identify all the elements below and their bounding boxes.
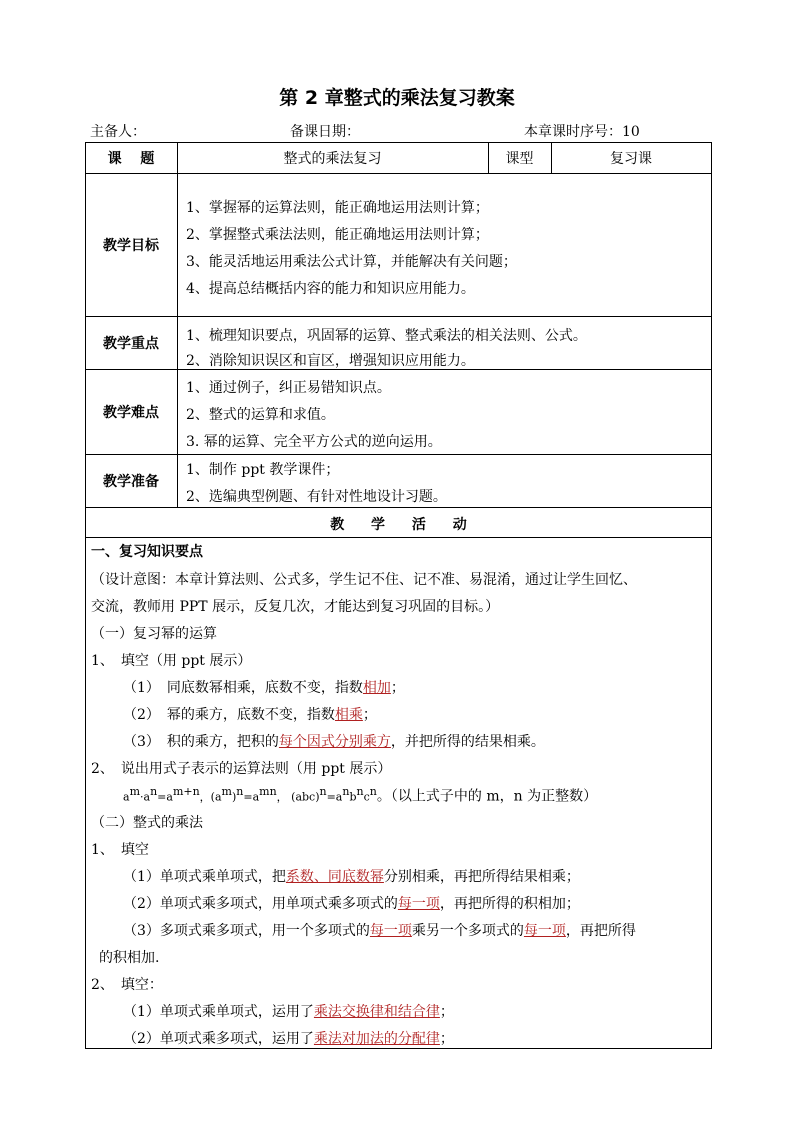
fill-blank-line	[123, 920, 636, 940]
formula-exp: mn	[259, 785, 277, 798]
line-text: （1） 同底数幂相乘，底数不变，指数	[123, 680, 363, 696]
page-title: 第 2 章整式的乘法复习教案	[279, 87, 515, 109]
type-value: 复习课	[610, 150, 652, 167]
activities-header: 教 学 活 动	[330, 517, 467, 533]
line-text: （1）单项式乘单项式，运用了	[123, 1004, 314, 1020]
difficulties-label: 教学难点	[103, 404, 159, 421]
row-divider	[85, 454, 712, 455]
table-border-bottom	[85, 1048, 712, 1049]
table-border-right	[711, 142, 712, 1049]
formula-exp: m+n	[172, 785, 200, 798]
type-label: 课型	[505, 150, 534, 167]
line-text: ；	[390, 680, 405, 696]
formula-part: =a	[243, 790, 260, 804]
formula-part: b	[349, 790, 357, 804]
fill-blank-line	[123, 731, 545, 751]
key-points-label: 教学重点	[103, 335, 159, 352]
fill-blank-line	[123, 866, 580, 886]
lesson-plan-table	[85, 142, 712, 1049]
formula-exp: m	[221, 785, 232, 798]
line-text: （1）单项式乘单项式，把	[123, 869, 286, 885]
formula-note: 。（以上式子中的 m，n 为正整数）	[376, 788, 598, 805]
row-divider	[85, 173, 712, 174]
goals-label: 教学目标	[103, 237, 159, 254]
formula-exp: n	[150, 785, 158, 798]
answer-text: 乘法交换律和结合律	[313, 1004, 440, 1020]
answer-text: 每个因式分别乘方	[278, 734, 391, 750]
question-line: 2、 说出用式子表示的运算法则（用 ppt 展示）	[91, 761, 392, 777]
line-text: ；	[439, 1004, 454, 1020]
fill-blank-line	[123, 704, 377, 724]
line-text: （3） 积的乘方，把积的	[123, 734, 279, 750]
goal-item: 3、能灵活地运用乘法公式计算，并能解决有关问题；	[186, 254, 517, 270]
answer-text: 相加	[362, 680, 391, 696]
formula-line	[123, 785, 597, 806]
goal-item: 1、掌握幂的运算法则，能正确地运用法则计算；	[186, 200, 489, 216]
key-point-item: 2、消除知识误区和盲区，增强知识应用能力。	[186, 353, 475, 369]
line-text: ，再把所得	[565, 923, 636, 939]
question-line: 1、 填空	[91, 842, 149, 858]
goal-item: 4、提高总结概括内容的能力和知识应用能力。	[186, 281, 475, 297]
fill-blank-line	[123, 893, 580, 913]
difficulty-item: 2、整式的运算和求值。	[186, 407, 335, 423]
formula-part: )	[231, 790, 237, 804]
row-divider	[85, 316, 712, 317]
formula-part: =a	[157, 790, 173, 804]
line-text: ；	[362, 707, 377, 723]
preparation-item: 2、选编典型例题、有针对性地设计习题。	[186, 489, 447, 505]
answer-text: 系数、同底数幂	[285, 869, 384, 885]
line-text: （2）单项式乘多项式，运用了	[123, 1031, 314, 1047]
lesson-number: 本章课时序号：10	[524, 124, 640, 140]
topic-value: 整式的乘法复习	[283, 150, 382, 167]
formula-exp: n	[342, 785, 350, 798]
formula-exp: n	[369, 785, 377, 798]
label-column-divider	[177, 142, 178, 507]
answer-text: 每一项	[523, 923, 566, 939]
formula-exp: m	[129, 785, 140, 798]
line-text: （2） 幂的乘方，底数不变，指数	[123, 707, 335, 723]
formula-part: ，(a	[199, 790, 222, 804]
formula-part: ， (abc)	[276, 790, 320, 804]
goal-item: 2、掌握整式乘法法则，能正确地运用法则计算；	[186, 227, 489, 243]
formula-part: =a	[326, 790, 343, 804]
answer-text: 相乘	[334, 707, 363, 723]
formula-exp: n	[319, 785, 327, 798]
difficulty-item: 3. 幂的运算、完全平方公式的逆向运用。	[186, 434, 442, 450]
formula-exp: n	[236, 785, 244, 798]
fill-blank-line	[123, 677, 405, 697]
row-divider	[85, 507, 712, 508]
fill-blank-line	[123, 1001, 454, 1021]
question-line: 1、 填空（用 ppt 展示）	[91, 653, 252, 669]
formula-exp: n	[356, 785, 364, 798]
subsection-heading: （二）整式的乘法	[91, 815, 203, 831]
line-text: （3）多项式乘多项式，用一个多项式的	[123, 923, 370, 939]
key-point-item: 1、梳理知识要点，巩固幂的运算、整式乘法的相关法则、公式。	[186, 328, 587, 344]
preparation-label: 教学准备	[103, 473, 159, 490]
line-text: 乘另一个多项式的	[411, 923, 524, 939]
line-text: ；	[439, 1031, 454, 1047]
subsection-heading: （一）复习幂的运算	[91, 626, 217, 642]
fill-blank-line	[123, 1028, 454, 1048]
line-text: （2）单项式乘多项式，用单项式乘多项式的	[123, 896, 398, 912]
answer-text: 每一项	[369, 923, 412, 939]
line-text: ，再把所得的积相加；	[439, 896, 580, 912]
question-line: 2、 填空：	[91, 977, 163, 993]
topic-label: 课 题	[107, 150, 155, 167]
formula-part: ·a	[140, 790, 151, 804]
line-text: 分别相乘，再把所得结果相乘；	[383, 869, 580, 885]
answer-text: 乘法对加法的分配律	[313, 1031, 440, 1047]
line-text: ，并把所得的结果相乘。	[390, 734, 545, 750]
design-intent-line: 交流，教师用 PPT 展示，反复几次，才能达到复习巩固的目标。）	[91, 599, 500, 615]
formula-part: c	[363, 790, 370, 804]
preparation-item: 1、制作 ppt 教学课件；	[186, 462, 340, 478]
formula-part: a	[123, 790, 130, 804]
row-divider	[85, 537, 712, 538]
fill-blank-line-continued: 的积相加.	[99, 950, 160, 966]
section-heading: 一、复习知识要点	[91, 544, 203, 560]
difficulty-item: 1、通过例子，纠正易错知识点。	[186, 380, 391, 396]
date-label: 备课日期：	[290, 124, 360, 140]
design-intent-line: （设计意图：本章计算法则、公式多，学生记不住、记不准、易混淆，通过让学生回忆、	[91, 572, 637, 588]
answer-text: 每一项	[397, 896, 440, 912]
preparer-label: 主备人：	[90, 124, 146, 140]
